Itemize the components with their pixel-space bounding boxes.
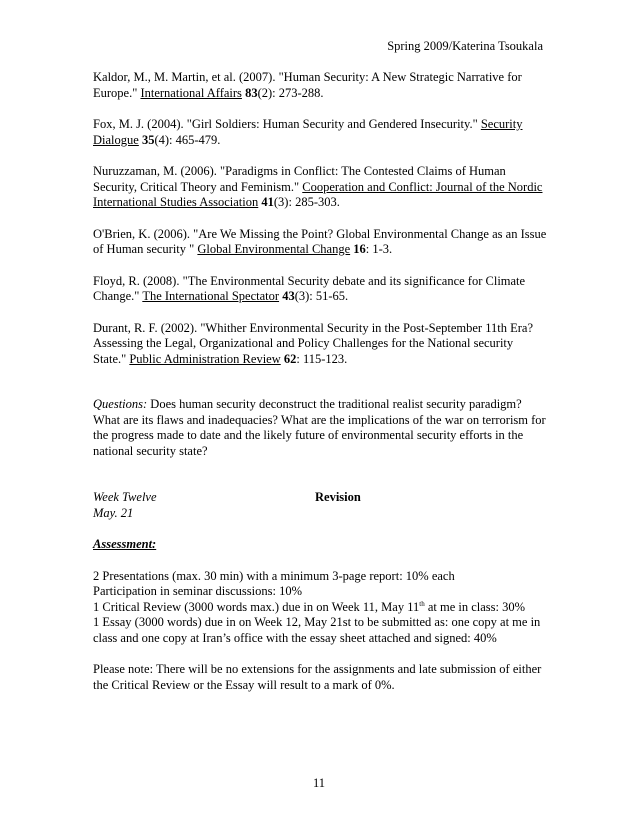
questions-paragraph <box>93 397 549 459</box>
volume: 16 <box>353 242 366 256</box>
journal-title: Global Environmental Change <box>197 242 351 256</box>
reference-kaldor: Kaldor, M., M. Martin, et al. (2007). "Human Security: A New Strategic Narrative for Europe." International Affairs 83(2): 273-288. <box>93 70 522 100</box>
questions-label: Questions: <box>93 397 148 411</box>
journal-title: International Affairs <box>140 85 242 100</box>
volume: 35 <box>141 132 155 147</box>
reference-durant: Durant, R. F. (2002). "Whither Environmental Security in the Post-September 11th Era? Assessing the Legal, Organizational and Policy Challenges for the National security State." Public Administration Review 62: 115-123. <box>93 320 534 366</box>
page-header: Spring 2009/Katerina Tsoukala <box>387 39 543 53</box>
reference-floyd: Floyd, R. (2008). "The Environmental Security debate and its significance for Climate Change." The International Spectator 43(3): 51-65. <box>93 273 526 303</box>
assessment-item: 1 Critical Review (3000 words max.) due in on Week 11, May 11th at me in class: 30% <box>93 599 526 614</box>
page-number: 11 <box>312 776 326 790</box>
assessment-item: 1 Essay (3000 words) due in on Week 12, May 21st to be submitted as: one copy at me in class and one copy at Iran’s office with the essay sheet attached and signed: 40% <box>93 615 541 645</box>
volume: 83 <box>245 85 258 100</box>
volume: 62 <box>283 351 297 366</box>
page-content <box>93 70 549 693</box>
volume: 41 <box>261 195 274 209</box>
assessment-item: 2 Presentations (max. 30 min) with a minimum 3-page report: 10% each <box>93 568 455 583</box>
journal-title: The International Spectator <box>142 289 280 303</box>
assessment-heading: Assessment: <box>93 537 157 551</box>
assessment-list <box>93 569 549 647</box>
week-title: Revision <box>315 490 361 504</box>
reference-fox: Fox, M. J. (2004). "Girl Soldiers: Human Security and Gendered Insecurity." Security Dialogue 35(4): 465-479. <box>93 117 523 147</box>
week-label: Week Twelve <box>93 490 157 504</box>
week-block <box>93 490 549 521</box>
week-date: May. 21 <box>93 505 134 520</box>
volume: 43 <box>282 289 295 303</box>
reference-nuruzzaman: Nuruzzaman, M. (2006). "Paradigms in Conflict: The Contested Claims of Human Security, Critical Theory and Feminism." Cooperation and Conflict: Journal of the Nordic International Studies Association 41(3): 285-303. <box>93 164 543 209</box>
questions-text: Does human security deconstruct the traditional realist security paradigm? What are its flaws and inadequacies? What are the implications of the war on terrorism for the progress made to date and the likely future of environmental security efforts in the national security state? <box>93 397 546 458</box>
note-paragraph: Please note: There will be no extensions for the assignments and late submission of either the Critical Review or the Essay will result to a mark of 0%. <box>93 662 542 692</box>
journal-title: Public Administration Review <box>129 351 281 366</box>
journal-title: Security Dialogue <box>93 117 523 147</box>
reference-obrien: O'Brien, K. (2006). "Are We Missing the Point? Global Environmental Change as an Issue of Human security " Global Environmental Change 16: 1-3. <box>93 226 547 256</box>
journal-title: Cooperation and Conflict: Journal of the Nordic International Studies Association <box>93 179 543 209</box>
assessment-item: Participation in seminar discussions: 10% <box>93 584 303 598</box>
